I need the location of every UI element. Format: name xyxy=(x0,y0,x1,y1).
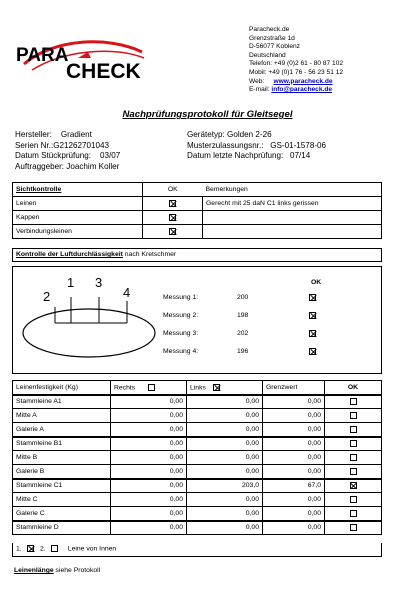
address-line: D-56077 Koblenz xyxy=(249,43,300,51)
line-name: Galerie C xyxy=(13,507,111,521)
ok-checkbox[interactable] xyxy=(350,426,357,433)
festigkeit-header-row xyxy=(13,381,382,395)
point-label-4: 4 xyxy=(123,285,131,300)
logo-text-para: PARA xyxy=(16,45,69,66)
ok-checkbox[interactable] xyxy=(350,496,357,503)
point-label-3: 3 xyxy=(95,275,103,290)
links-value: 0,00 xyxy=(187,493,263,507)
festigkeit-row xyxy=(13,507,382,521)
musterzulassungsnr: Musterzulassungsnr.: GS-01-1578-06 xyxy=(187,140,327,150)
checkbox[interactable] xyxy=(169,228,176,235)
document-title: Nachprüfungsprotokoll für Gleitsegel xyxy=(122,109,293,120)
ok-checkbox[interactable] xyxy=(350,398,357,405)
links-value: 0,00 xyxy=(187,409,263,423)
grenzwert-value: 0,00 xyxy=(263,451,325,465)
measurement-value: 202 xyxy=(237,330,249,337)
rechts-value: 0,00 xyxy=(111,493,187,507)
email-link[interactable]: info@paracheck.de xyxy=(271,86,333,94)
rechts-value: 0,00 xyxy=(111,409,187,423)
line-name: Mitte A xyxy=(13,409,111,423)
ok-cell xyxy=(325,437,382,451)
measurement-row xyxy=(163,307,383,325)
measurement-label: Messung 4: xyxy=(163,348,199,355)
checkbox[interactable] xyxy=(309,312,316,319)
grenzwert-value: 0,00 xyxy=(263,493,325,507)
email-label: E-mail: xyxy=(249,86,270,94)
ok-checkbox[interactable] xyxy=(350,510,357,517)
festigkeit-row xyxy=(13,451,382,465)
festigkeit-footer xyxy=(12,543,382,557)
rechts-value: 0,00 xyxy=(111,521,187,535)
option-2-checkbox[interactable] xyxy=(51,545,58,552)
measurement-row xyxy=(163,289,383,307)
sicht-row xyxy=(13,225,382,239)
ok-cell xyxy=(325,409,382,423)
links-checkbox[interactable] xyxy=(213,384,220,391)
grenzwert-value: 0,00 xyxy=(263,409,325,423)
auftraggeber: Auftraggeber: Joachim Koller xyxy=(15,161,120,171)
logo-graphic xyxy=(14,34,152,82)
checkbox[interactable] xyxy=(169,214,176,221)
links-header xyxy=(187,381,263,395)
sicht-row xyxy=(13,211,382,225)
ok-cell xyxy=(325,451,382,465)
logo-text-check: CHECK xyxy=(66,60,141,82)
phone-line: Telefon: +49 (0)2 61 - 80 87 102 xyxy=(249,60,344,68)
paracheck-logo xyxy=(14,34,152,82)
grenzwert-value: 0,00 xyxy=(263,465,325,479)
festigkeit-row xyxy=(13,437,382,451)
festigkeit-col-header: Leinenfestigkeit (Kg) xyxy=(13,381,111,395)
checkbox[interactable] xyxy=(309,348,316,355)
ok-checkbox[interactable] xyxy=(350,482,357,489)
sicht-remarks-header: Bemerkungen xyxy=(203,183,382,197)
mobile-line: Mobil: +49 (0)1 76 - 56 23 51 12 xyxy=(249,68,344,76)
address-line: Paracheck.de xyxy=(249,26,290,33)
option-1-label: 1. xyxy=(16,545,22,553)
option-1-checkbox[interactable] xyxy=(27,545,34,552)
footer-text: Leine von Innen xyxy=(67,545,117,553)
checkbox[interactable] xyxy=(309,294,316,301)
links-value: 0,00 xyxy=(187,465,263,479)
ok-checkbox[interactable] xyxy=(350,440,357,447)
grenzwert-value: 67,0 xyxy=(263,479,325,493)
line-name: Galerie B xyxy=(13,465,111,479)
line-name: Stammleine A1 xyxy=(13,395,111,409)
rechts-header xyxy=(111,381,187,395)
ok-cell xyxy=(325,507,382,521)
festigkeit-rows xyxy=(13,395,382,535)
info-right xyxy=(187,130,326,162)
festigkeit-row xyxy=(13,479,382,493)
ok-cell xyxy=(325,493,382,507)
hersteller: Hersteller: Gradient xyxy=(15,130,92,139)
wing-diagram xyxy=(13,267,168,373)
ok-cell xyxy=(325,465,382,479)
measurement-row xyxy=(163,325,383,343)
leinenlaenge-label: Leinenlänge xyxy=(14,567,54,574)
luft-header xyxy=(12,248,382,262)
line-name: Galerie A xyxy=(13,423,111,437)
address-line: Deutschland xyxy=(249,51,286,59)
measurement-list xyxy=(163,289,383,361)
line-name: Stammleine C1 xyxy=(13,479,111,493)
links-value: 0,00 xyxy=(187,423,263,437)
sicht-check-cell xyxy=(143,211,203,225)
serien-nr: Serien Nr.:G21262701043 xyxy=(15,140,110,150)
email-line xyxy=(249,86,343,95)
rechts-value: 0,00 xyxy=(111,437,187,451)
rechts-value: 0,00 xyxy=(111,465,187,479)
sicht-label: Leinen xyxy=(13,197,143,211)
checkbox[interactable] xyxy=(169,200,176,207)
sicht-header: Sichtkontrolle xyxy=(13,183,143,197)
links-value: 0,00 xyxy=(187,451,263,465)
ok-cell xyxy=(325,423,382,437)
measurement-label: Messung 2: xyxy=(163,312,199,319)
sicht-header-row xyxy=(13,183,382,197)
sicht-check-cell xyxy=(143,225,203,239)
line-name: Mitte C xyxy=(13,493,111,507)
measurement-value: 196 xyxy=(237,348,249,355)
measurement-row xyxy=(163,343,383,361)
sicht-remark: Gerecht mit 25 daN C1 links gerissen xyxy=(203,197,382,211)
sicht-label: Kappen xyxy=(13,211,143,225)
rechts-value: 0,00 xyxy=(111,423,187,437)
festigkeit-row xyxy=(13,409,382,423)
links-value: 0,00 xyxy=(187,507,263,521)
festigkeit-row xyxy=(13,423,382,437)
datum-stueckpruefung: Datum Stückprüfung: 03/07 xyxy=(15,151,121,160)
line-name: Mitte B xyxy=(13,451,111,465)
address-block xyxy=(249,26,343,95)
luft-suffix: nach Kretschmer xyxy=(122,251,177,258)
ok-checkbox[interactable] xyxy=(350,524,357,531)
leinenlaenge-line xyxy=(14,567,100,574)
web-label: Web: xyxy=(249,77,265,85)
rechts-checkbox[interactable] xyxy=(148,384,155,391)
ok-checkbox[interactable] xyxy=(350,412,357,419)
festigkeit-row xyxy=(13,493,382,507)
links-value: 0,00 xyxy=(187,521,263,535)
grenzwert-value: 0,00 xyxy=(263,423,325,437)
measurement-value: 198 xyxy=(237,312,249,319)
measurement-label: Messung 1: xyxy=(163,294,199,301)
rechts-value: 0,00 xyxy=(111,479,187,493)
festigkeit-row xyxy=(13,465,382,479)
line-name: Stammleine B1 xyxy=(13,437,111,451)
rechts-value: 0,00 xyxy=(111,395,187,409)
links-value: 0,00 xyxy=(187,395,263,409)
measurement-label: Messung 3: xyxy=(163,330,199,337)
leinenlaenge-text: siehe Protokoll xyxy=(53,567,101,574)
sicht-remark xyxy=(203,225,382,239)
ok-cell xyxy=(325,395,382,409)
web-line xyxy=(249,78,343,87)
grenzwert-value: 0,00 xyxy=(263,521,325,535)
luft-ok-header: OK xyxy=(311,279,322,286)
option-2-label: 2. xyxy=(40,545,46,553)
point-label-2: 2 xyxy=(43,289,51,304)
sicht-remark xyxy=(203,211,382,225)
links-value: 203,0 xyxy=(187,479,263,493)
ok-header: OK xyxy=(325,381,382,395)
festigkeit-row xyxy=(13,521,382,535)
grenz-header: Grenzwert xyxy=(263,381,325,395)
sicht-row xyxy=(13,197,382,211)
rechts-label: Rechts xyxy=(114,383,136,391)
ok-checkbox[interactable] xyxy=(350,454,357,461)
rechts-value: 0,00 xyxy=(111,451,187,465)
checkbox[interactable] xyxy=(309,330,316,337)
geraetetyp: Gerätetyp: Golden 2-26 xyxy=(187,130,272,139)
sicht-ok-header: OK xyxy=(143,183,203,197)
ok-checkbox[interactable] xyxy=(350,468,357,475)
sicht-check-cell xyxy=(143,197,203,211)
festigkeit-row xyxy=(13,395,382,409)
ok-cell xyxy=(325,479,382,493)
grenzwert-value: 0,00 xyxy=(263,437,325,451)
info-left xyxy=(15,130,120,172)
links-value: 0,00 xyxy=(187,437,263,451)
rechts-value: 0,00 xyxy=(111,507,187,521)
grenzwert-value: 0,00 xyxy=(263,395,325,409)
line-name: Stammleine D xyxy=(13,521,111,535)
festigkeit-table xyxy=(12,380,382,535)
sichtkontrolle-table xyxy=(12,182,382,239)
luft-panel xyxy=(12,266,382,374)
address-line: Grenzstraße 1d xyxy=(249,34,295,42)
luft-heading: Kontrolle der Luftdurchlässigkeit xyxy=(16,251,123,258)
web-link[interactable]: www.paracheck.de xyxy=(273,77,333,85)
links-label: Links xyxy=(190,383,206,391)
grenzwert-value: 0,00 xyxy=(263,507,325,521)
datum-letzte-nachpruefung: Datum letzte Nachprüfung: 07/14 xyxy=(187,151,311,160)
sicht-label: Verbindungsleinen xyxy=(13,225,143,239)
measurement-value: 200 xyxy=(237,294,249,301)
point-label-1: 1 xyxy=(67,275,75,290)
ok-cell xyxy=(325,521,382,535)
